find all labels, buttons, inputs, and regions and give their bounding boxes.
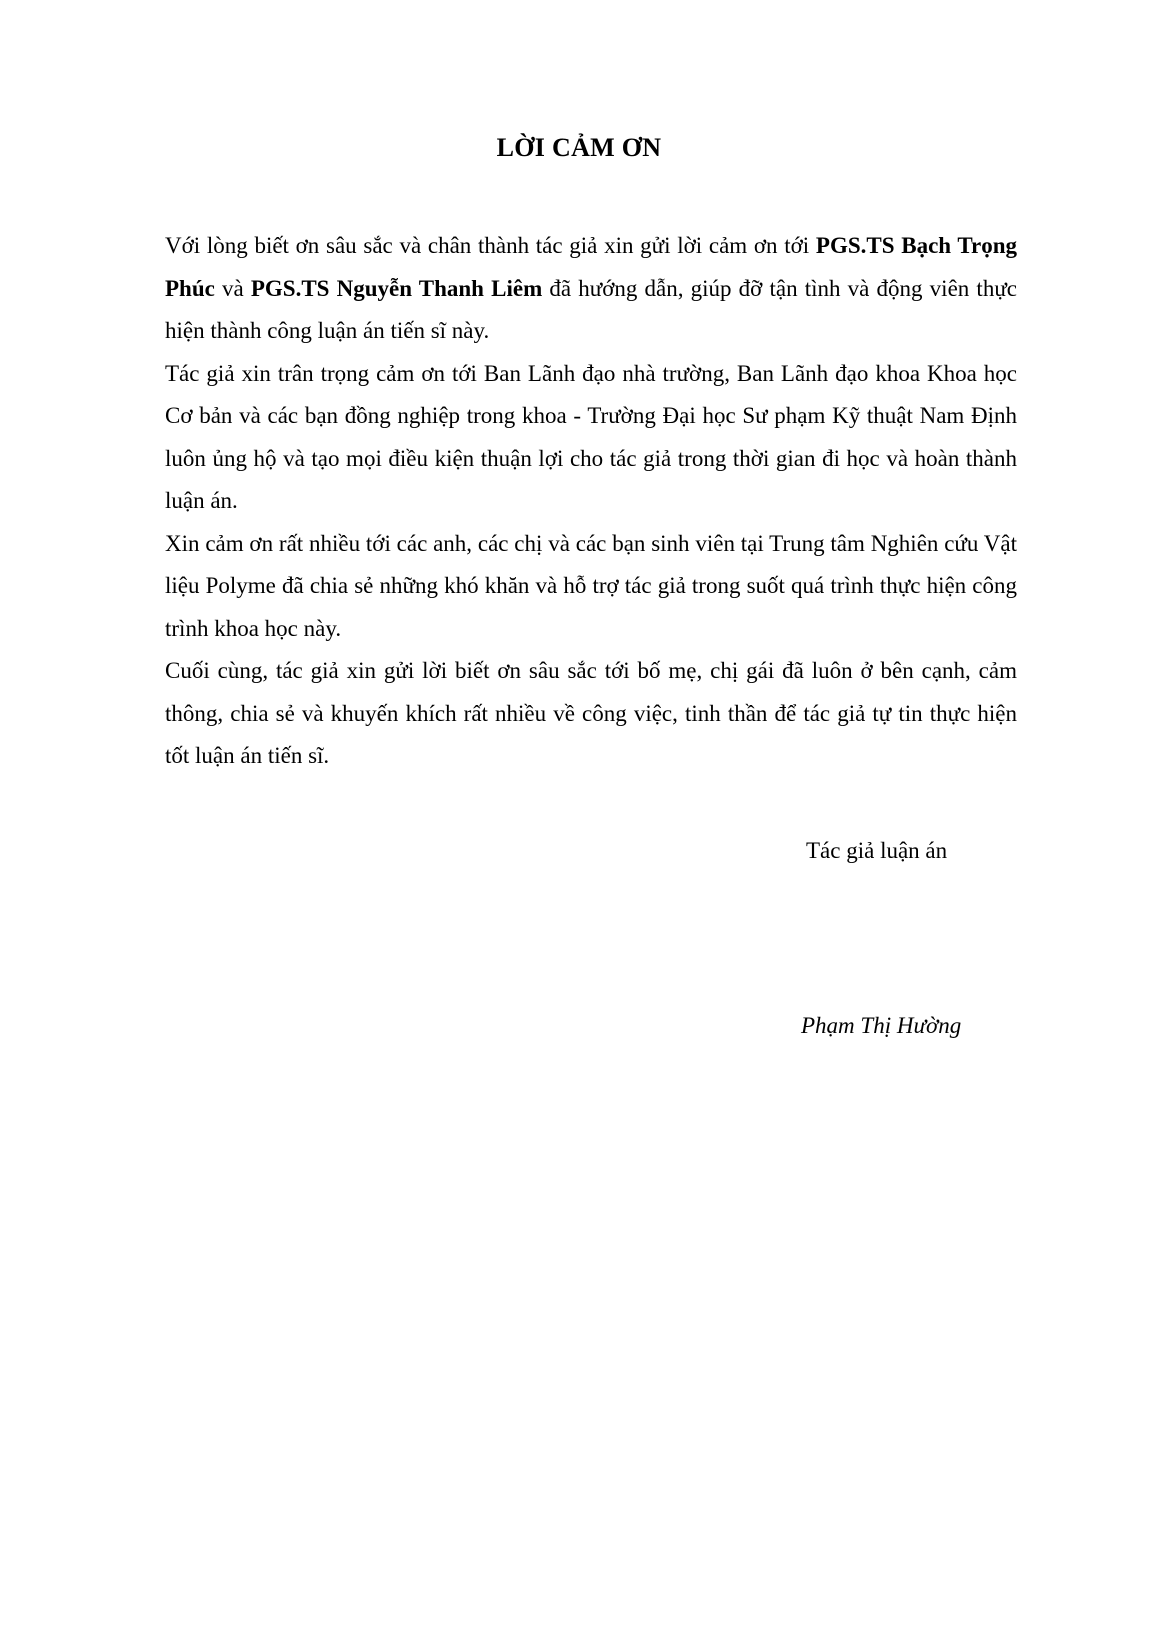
signature-name: Phạm Thị Hường <box>801 1013 962 1038</box>
advisor-2-name: PGS.TS Nguyễn Thanh Liêm <box>250 275 543 301</box>
acknowledgement-body <box>165 225 1017 778</box>
paragraph-1-intro: Với lòng biết ơn sâu sắc và chân thành tác giả xin gửi lời cảm ơn tới <box>165 233 816 258</box>
advisor-1-name: PGS.TS Bạch Trọng Phúc <box>165 233 1017 301</box>
paragraph-4: Cuối cùng, tác giả xin gửi lời biết ơn sâu sắc tới bố mẹ, chị gái đã luôn ở bên cạnh, cảm thông, chia sẻ và khuyến khích rất nhiều về công việc, tinh thần để tác giả tự tin thực hiện tốt luận án tiến sĩ. <box>165 658 1017 768</box>
paragraph-1-conjunction: và <box>214 275 251 301</box>
paragraph-1-outro: đã hướng dẫn, giúp đỡ tận tình và động viên thực hiện thành công luận án tiến sĩ này. <box>165 275 1017 343</box>
paragraph-2: Tác giả xin trân trọng cảm ơn tới Ban Lãnh đạo nhà trường, Ban Lãnh đạo khoa Khoa học Cơ bản và các bạn đồng nghiệp trong khoa - Trường Đại học Sư phạm Kỹ thuật Nam Định luôn ủng hộ và tạo mọi điều kiện thuận lợi cho tác giả trong thời gian đi học và hoàn thành luận án. <box>165 360 1017 513</box>
signature-label: Tác giả luận án <box>806 838 948 863</box>
paragraph-3: Xin cảm ơn rất nhiều tới các anh, các chị và các bạn sinh viên tại Trung tâm Nghiên cứu Vật liệu Polyme đã chia sẻ những khó khăn và hỗ trợ tác giả trong suốt quá trình thực hiện công trình khoa học này. <box>165 530 1017 641</box>
page-title: LỜI CẢM ƠN <box>496 133 662 162</box>
paragraph-1 <box>165 225 1017 353</box>
